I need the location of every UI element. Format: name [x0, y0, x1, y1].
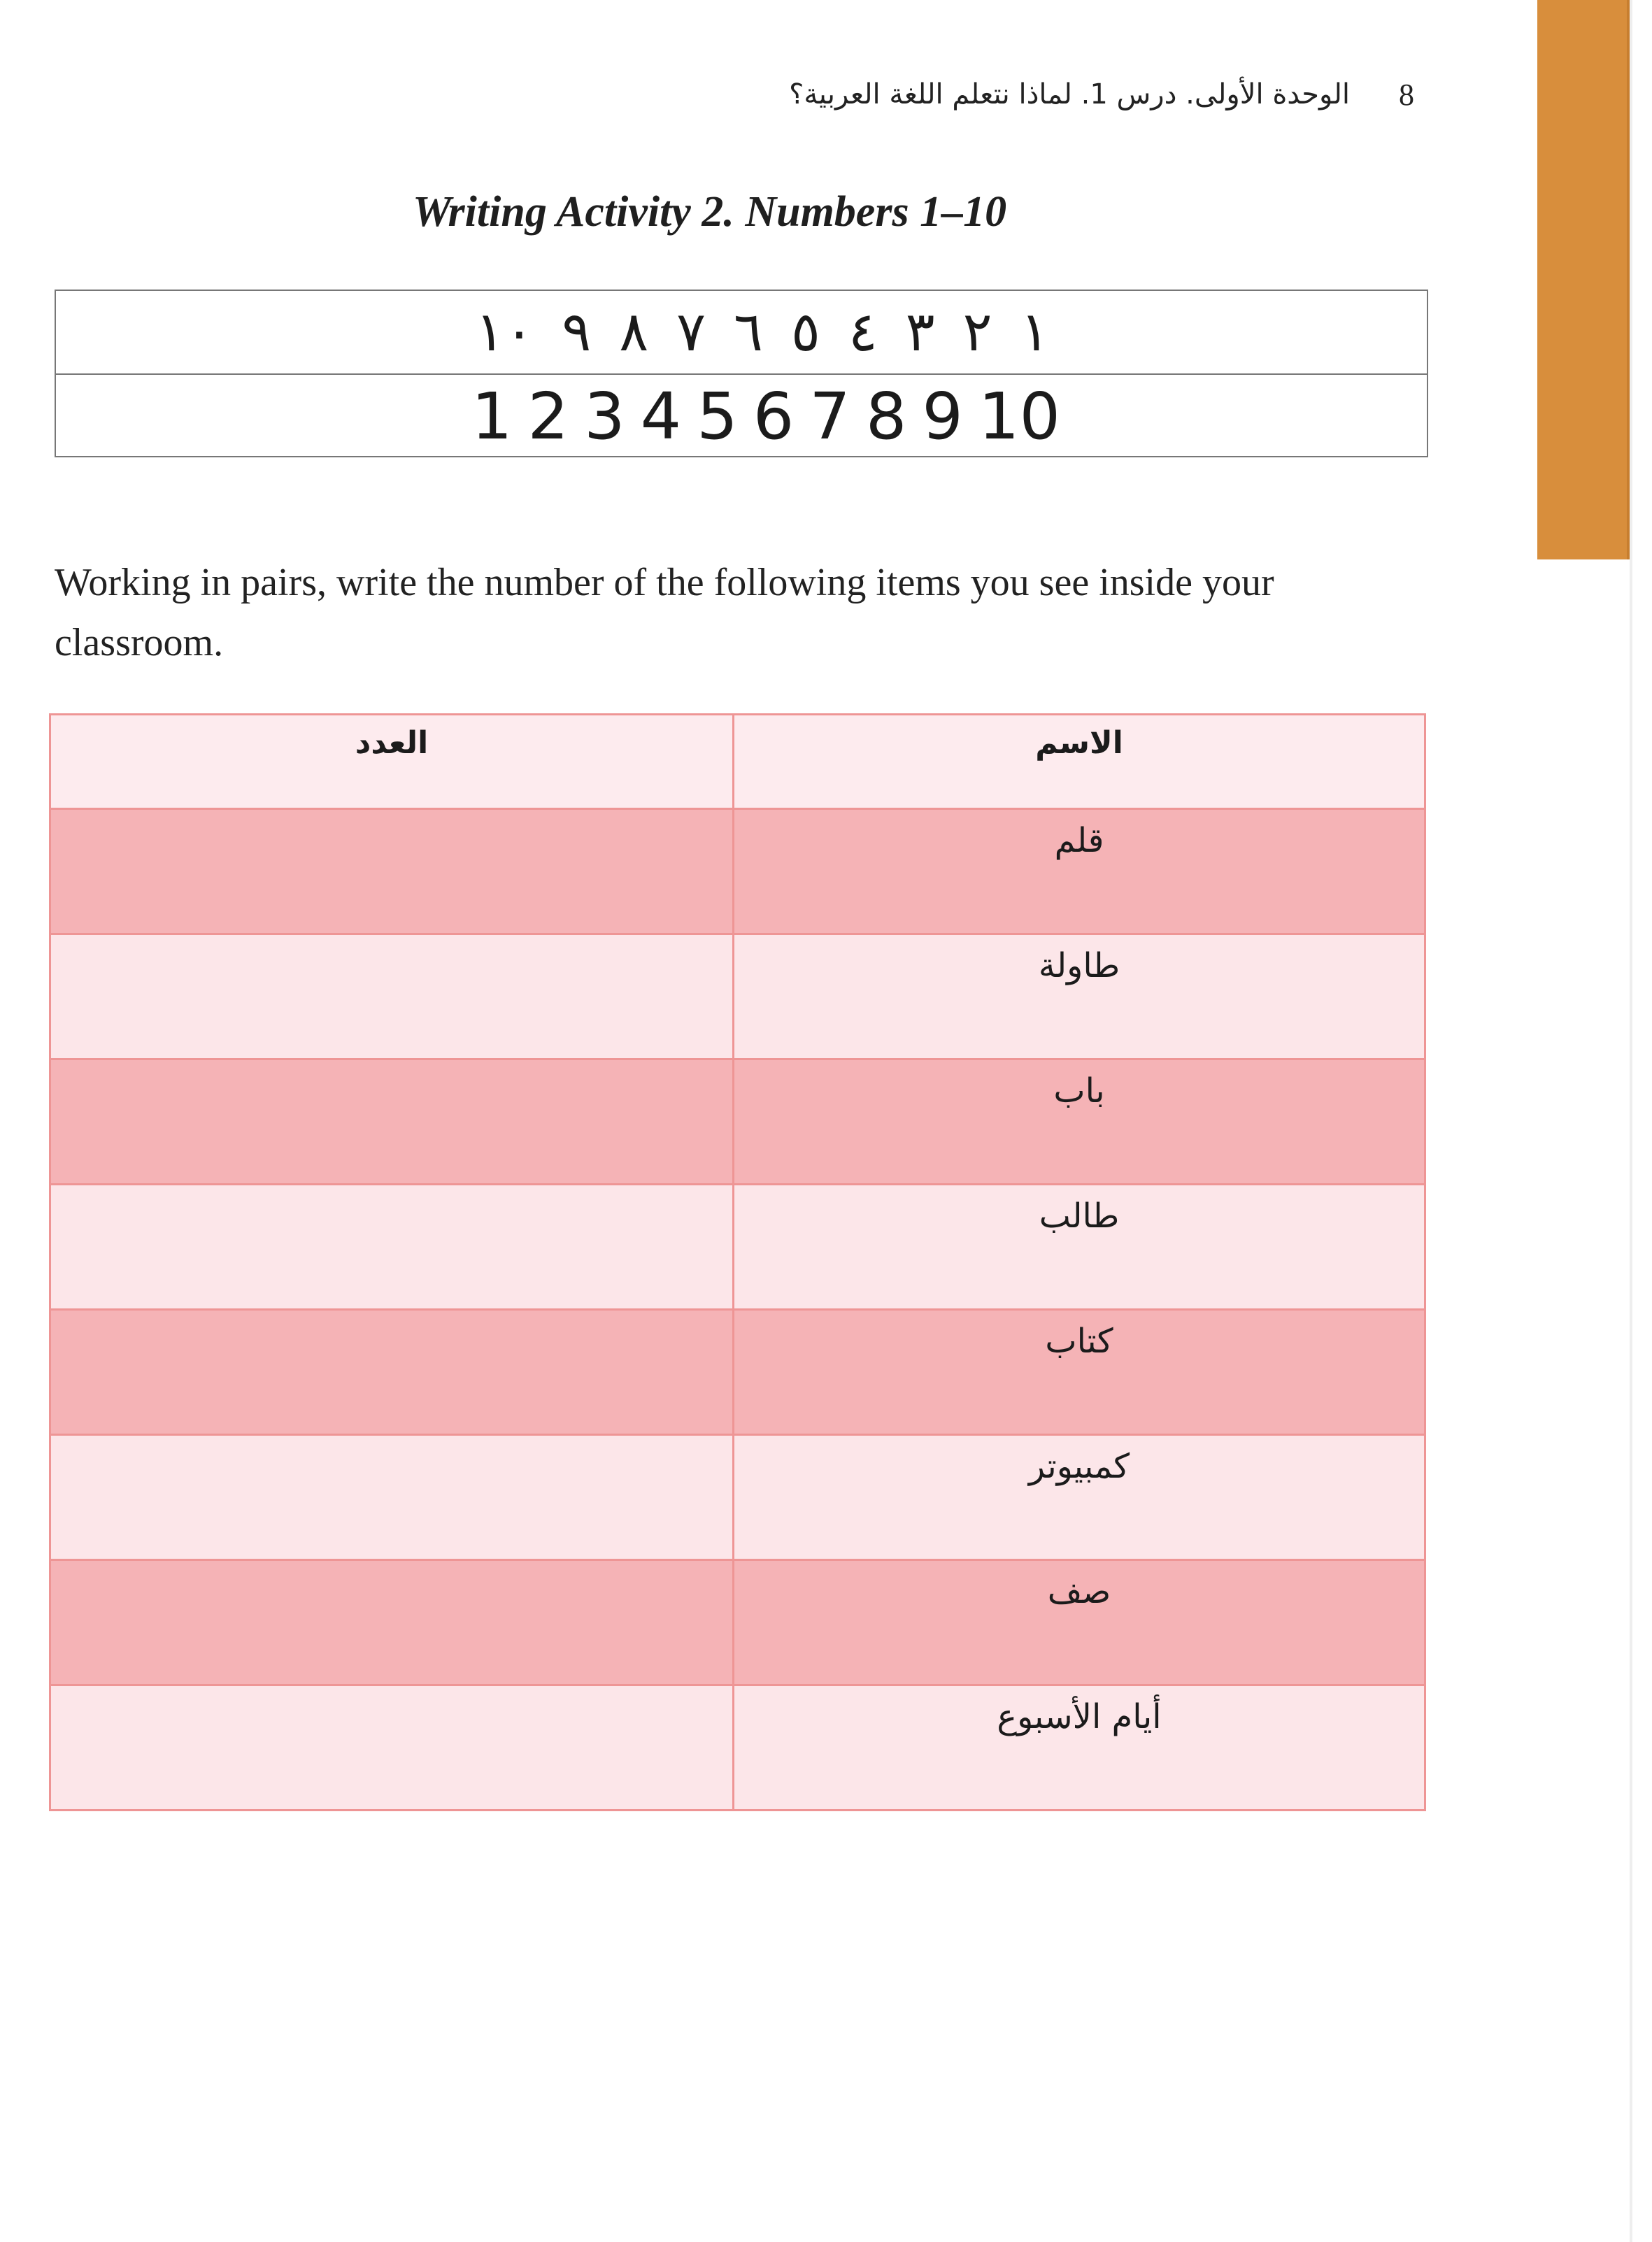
count-cell[interactable] [50, 1059, 734, 1185]
western-digit: 4 [640, 378, 682, 454]
arabic-digit: ٥ [790, 301, 820, 364]
arabic-digit: ٢ [962, 301, 992, 364]
count-cell[interactable] [50, 809, 734, 934]
arabic-digit: ٤ [848, 301, 878, 364]
count-column-header: العدد [50, 715, 734, 809]
items-table-body [50, 809, 1425, 1811]
name-column-header: الاسم [734, 715, 1425, 809]
instruction-text: Working in pairs, write the number of the following items you see inside your classroom. [55, 561, 1274, 664]
item-name-cell: كمبيوتر [734, 1435, 1425, 1560]
table-row [50, 1059, 1425, 1185]
arabic-digit: ٩ [562, 301, 592, 364]
table-row [50, 809, 1425, 934]
western-digit: 6 [753, 378, 795, 454]
western-digit: 1 [471, 378, 513, 454]
count-cell[interactable] [50, 1560, 734, 1685]
item-name-cell: طالب [734, 1185, 1425, 1310]
arabic-numerals-row [56, 291, 1427, 375]
table-row [50, 1435, 1425, 1560]
item-name-cell: أيام الأسبوع [734, 1685, 1425, 1811]
arabic-digit: ٧ [676, 301, 706, 364]
item-name-cell: طاولة [734, 934, 1425, 1059]
count-cell[interactable] [50, 934, 734, 1059]
activity-title: Writing Activity 2. Numbers 1–10 [413, 188, 1007, 236]
chapter-tab [1537, 0, 1630, 559]
western-numerals-row [56, 375, 1427, 457]
arabic-digit: ٣ [905, 301, 935, 364]
arabic-digit: ١ [1020, 301, 1050, 364]
table-row [50, 1685, 1425, 1811]
item-name-cell: كتاب [734, 1310, 1425, 1435]
western-digits [471, 379, 1060, 454]
item-name-cell: صف [734, 1560, 1425, 1685]
table-row [50, 934, 1425, 1059]
count-cell[interactable] [50, 1310, 734, 1435]
count-cell[interactable] [50, 1185, 734, 1310]
page-edge [1630, 0, 1632, 2242]
table-header-row [50, 715, 1425, 809]
table-row [50, 1185, 1425, 1310]
running-title: الوحدة الأولى. درس 1. لماذا نتعلم اللغة العربية؟ [789, 78, 1350, 110]
item-name-cell: قلم [734, 809, 1425, 934]
count-cell[interactable] [50, 1435, 734, 1560]
arabic-digits [476, 301, 1050, 364]
item-name-cell: باب [734, 1059, 1425, 1185]
western-digit: 3 [584, 378, 625, 454]
arabic-digit: ٨ [619, 301, 649, 364]
page-header [789, 70, 1414, 119]
table-row [50, 1310, 1425, 1435]
table-row [50, 1560, 1425, 1685]
western-digit: 10 [978, 378, 1060, 454]
arabic-digit: ١٠ [475, 301, 534, 364]
western-digit: 2 [527, 378, 569, 454]
western-digit: 9 [922, 378, 963, 454]
western-digit: 5 [697, 378, 738, 454]
western-digit: 7 [809, 378, 850, 454]
western-digit: 8 [865, 378, 907, 454]
numbers-reference-table [55, 290, 1428, 457]
arabic-digit: ٦ [734, 301, 763, 364]
page-number: 8 [1399, 77, 1414, 112]
count-cell[interactable] [50, 1685, 734, 1811]
classroom-items-table [49, 713, 1426, 1811]
